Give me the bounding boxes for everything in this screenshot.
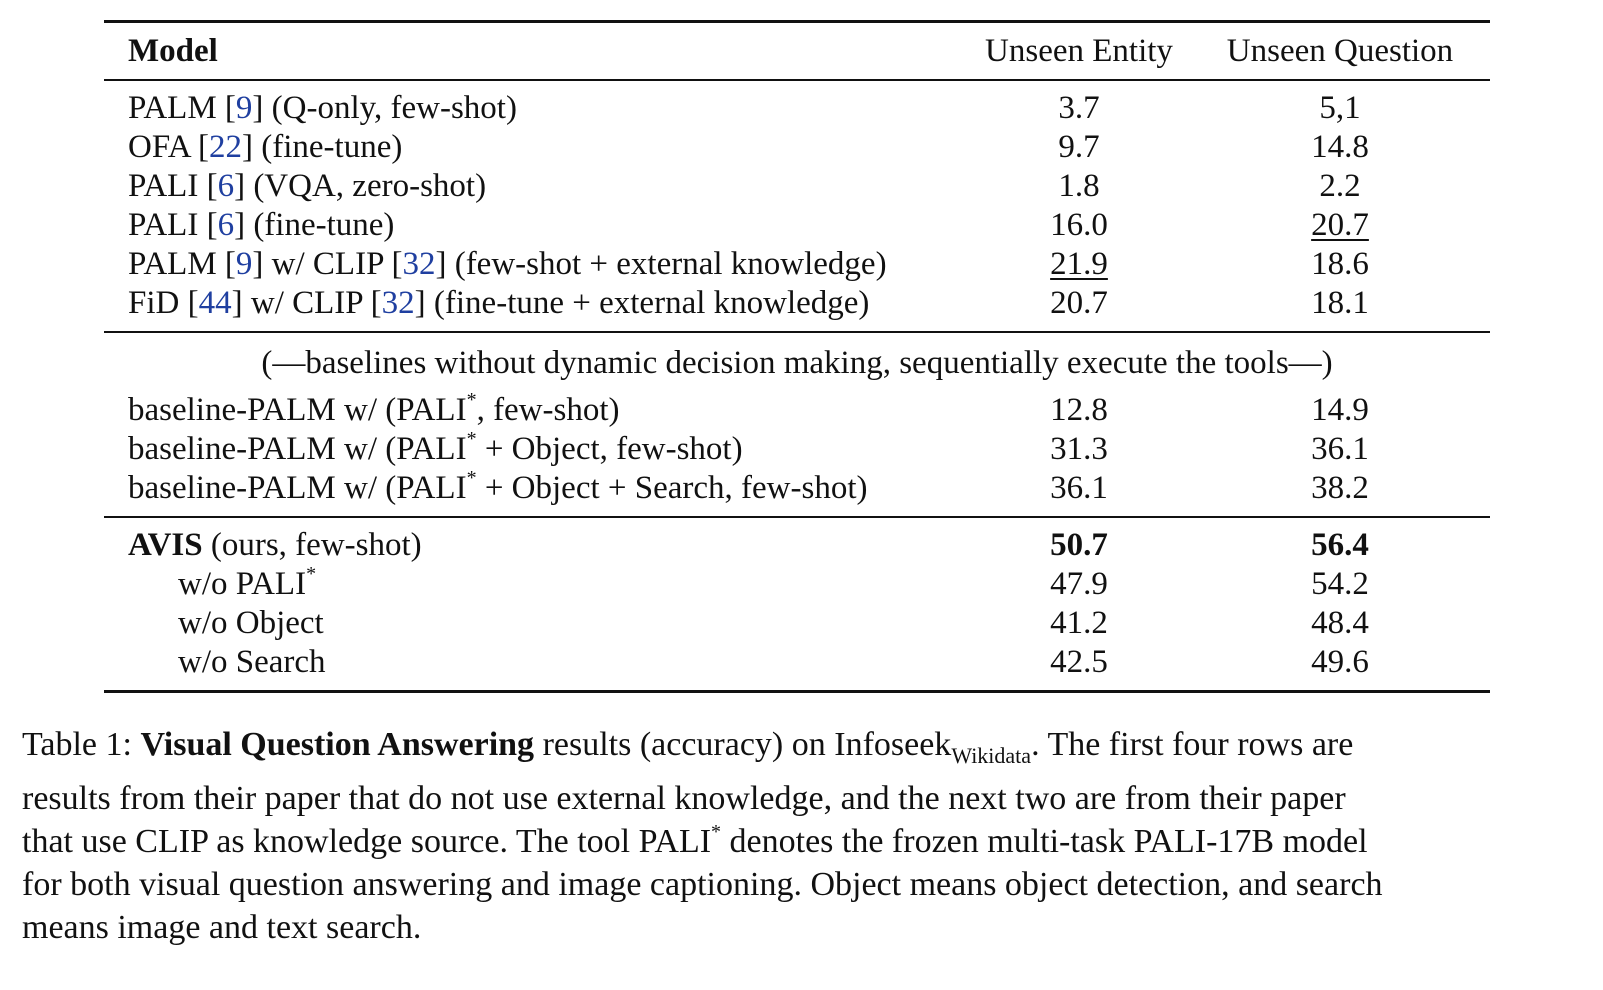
table-caption: Table 1: Visual Question Answering results (accuracy) on Infoseek$_{Wikidata}$. The first four rows are results from their paper that do not use external knowledge, and the next two are from their paper that use CLIP as knowledge source. The tool PALI* denotes the frozen multi-task PALI-17B model for both visual question answering and image captioning. Object means object detection, and search means image and text search. [22, 726, 1383, 946]
citation-link[interactable]: 9 [235, 246, 253, 282]
entity-cell: 41.2 [1050, 605, 1108, 641]
table-row [104, 565, 1490, 604]
header-unseen-entity: Unseen Entity [985, 33, 1173, 69]
model-cell: w/o Search [178, 644, 326, 680]
results-table [104, 20, 1490, 693]
entity-cell: 3.7 [1058, 90, 1100, 126]
table-row [104, 167, 1490, 206]
model-cell: baseline-PALM w/ (PALI* + Object, few-shot) [128, 428, 743, 467]
question-cell: 14.9 [1311, 392, 1369, 428]
question-cell: 54.2 [1311, 566, 1369, 602]
model-cell: w/o PALI* [178, 563, 317, 602]
model-cell: baseline-PALM w/ (PALI* + Object + Search, few-shot) [128, 467, 868, 506]
entity-cell: 47.9 [1050, 566, 1108, 602]
question-cell: 2.2 [1319, 168, 1361, 204]
entity-cell: 12.8 [1050, 392, 1108, 428]
citation-link[interactable]: 22 [209, 129, 242, 165]
question-cell-best: 56.4 [1311, 527, 1369, 563]
entity-cell: 20.7 [1050, 285, 1108, 321]
model-cell: FiD [44] w/ CLIP [32] (fine-tune + external knowledge) [128, 285, 870, 321]
header-model: Model [128, 33, 218, 69]
table-row [104, 284, 1490, 323]
table-row [104, 391, 1490, 430]
table-row [104, 128, 1490, 167]
citation-link[interactable]: 44 [198, 285, 232, 321]
model-cell: PALI [6] (VQA, zero-shot) [128, 168, 487, 204]
model-cell: PALM [9] (Q-only, few-shot) [128, 90, 517, 126]
question-cell: 5,1 [1319, 90, 1361, 126]
entity-cell: 36.1 [1050, 470, 1108, 506]
citation-link[interactable]: 6 [217, 207, 235, 243]
entity-cell: 16.0 [1050, 207, 1108, 243]
table-row [104, 643, 1490, 682]
table-row [104, 89, 1490, 128]
citation-link[interactable]: 32 [402, 246, 436, 282]
entity-cell: 31.3 [1050, 431, 1108, 467]
second-best-value: 21.9 [1050, 246, 1108, 282]
question-cell: 18.1 [1311, 285, 1369, 321]
entity-cell: 1.8 [1058, 168, 1100, 204]
model-cell: PALI [6] (fine-tune) [128, 207, 395, 243]
table-row [104, 430, 1490, 469]
table-row [104, 469, 1490, 508]
question-cell [1190, 206, 1490, 245]
table-row [104, 245, 1490, 284]
model-cell: baseline-PALM w/ (PALI*, few-shot) [128, 389, 620, 428]
table-row-avis [104, 526, 1490, 565]
entity-cell [968, 245, 1190, 284]
entity-cell-best: 50.7 [1050, 527, 1108, 563]
header-unseen-question: Unseen Question [1226, 33, 1454, 69]
question-cell: 49.6 [1311, 644, 1369, 680]
citation-link[interactable]: 6 [217, 168, 235, 204]
question-cell: 38.2 [1311, 470, 1369, 506]
model-cell: OFA [22] (fine-tune) [128, 129, 403, 165]
citation-link[interactable]: 9 [235, 90, 253, 126]
question-cell: 48.4 [1311, 605, 1369, 641]
bottom-rule [104, 690, 1490, 693]
model-cell: AVIS (ours, few-shot) [128, 527, 422, 563]
header-row [104, 23, 1490, 79]
citation-link[interactable]: 32 [381, 285, 415, 321]
baseline-note: (—baselines without dynamic decision making, sequentially execute the tools—) [261, 345, 1333, 381]
entity-cell: 9.7 [1058, 129, 1100, 165]
question-cell: 36.1 [1311, 431, 1369, 467]
model-cell: PALM [9] w/ CLIP [32] (few-shot + external knowledge) [128, 246, 887, 282]
second-best-value: 20.7 [1311, 207, 1369, 243]
question-cell: 14.8 [1311, 129, 1369, 165]
table-row [104, 604, 1490, 643]
table-row [104, 206, 1490, 245]
entity-cell: 42.5 [1050, 644, 1108, 680]
question-cell: 18.6 [1311, 246, 1369, 282]
model-cell: w/o Object [178, 605, 324, 641]
